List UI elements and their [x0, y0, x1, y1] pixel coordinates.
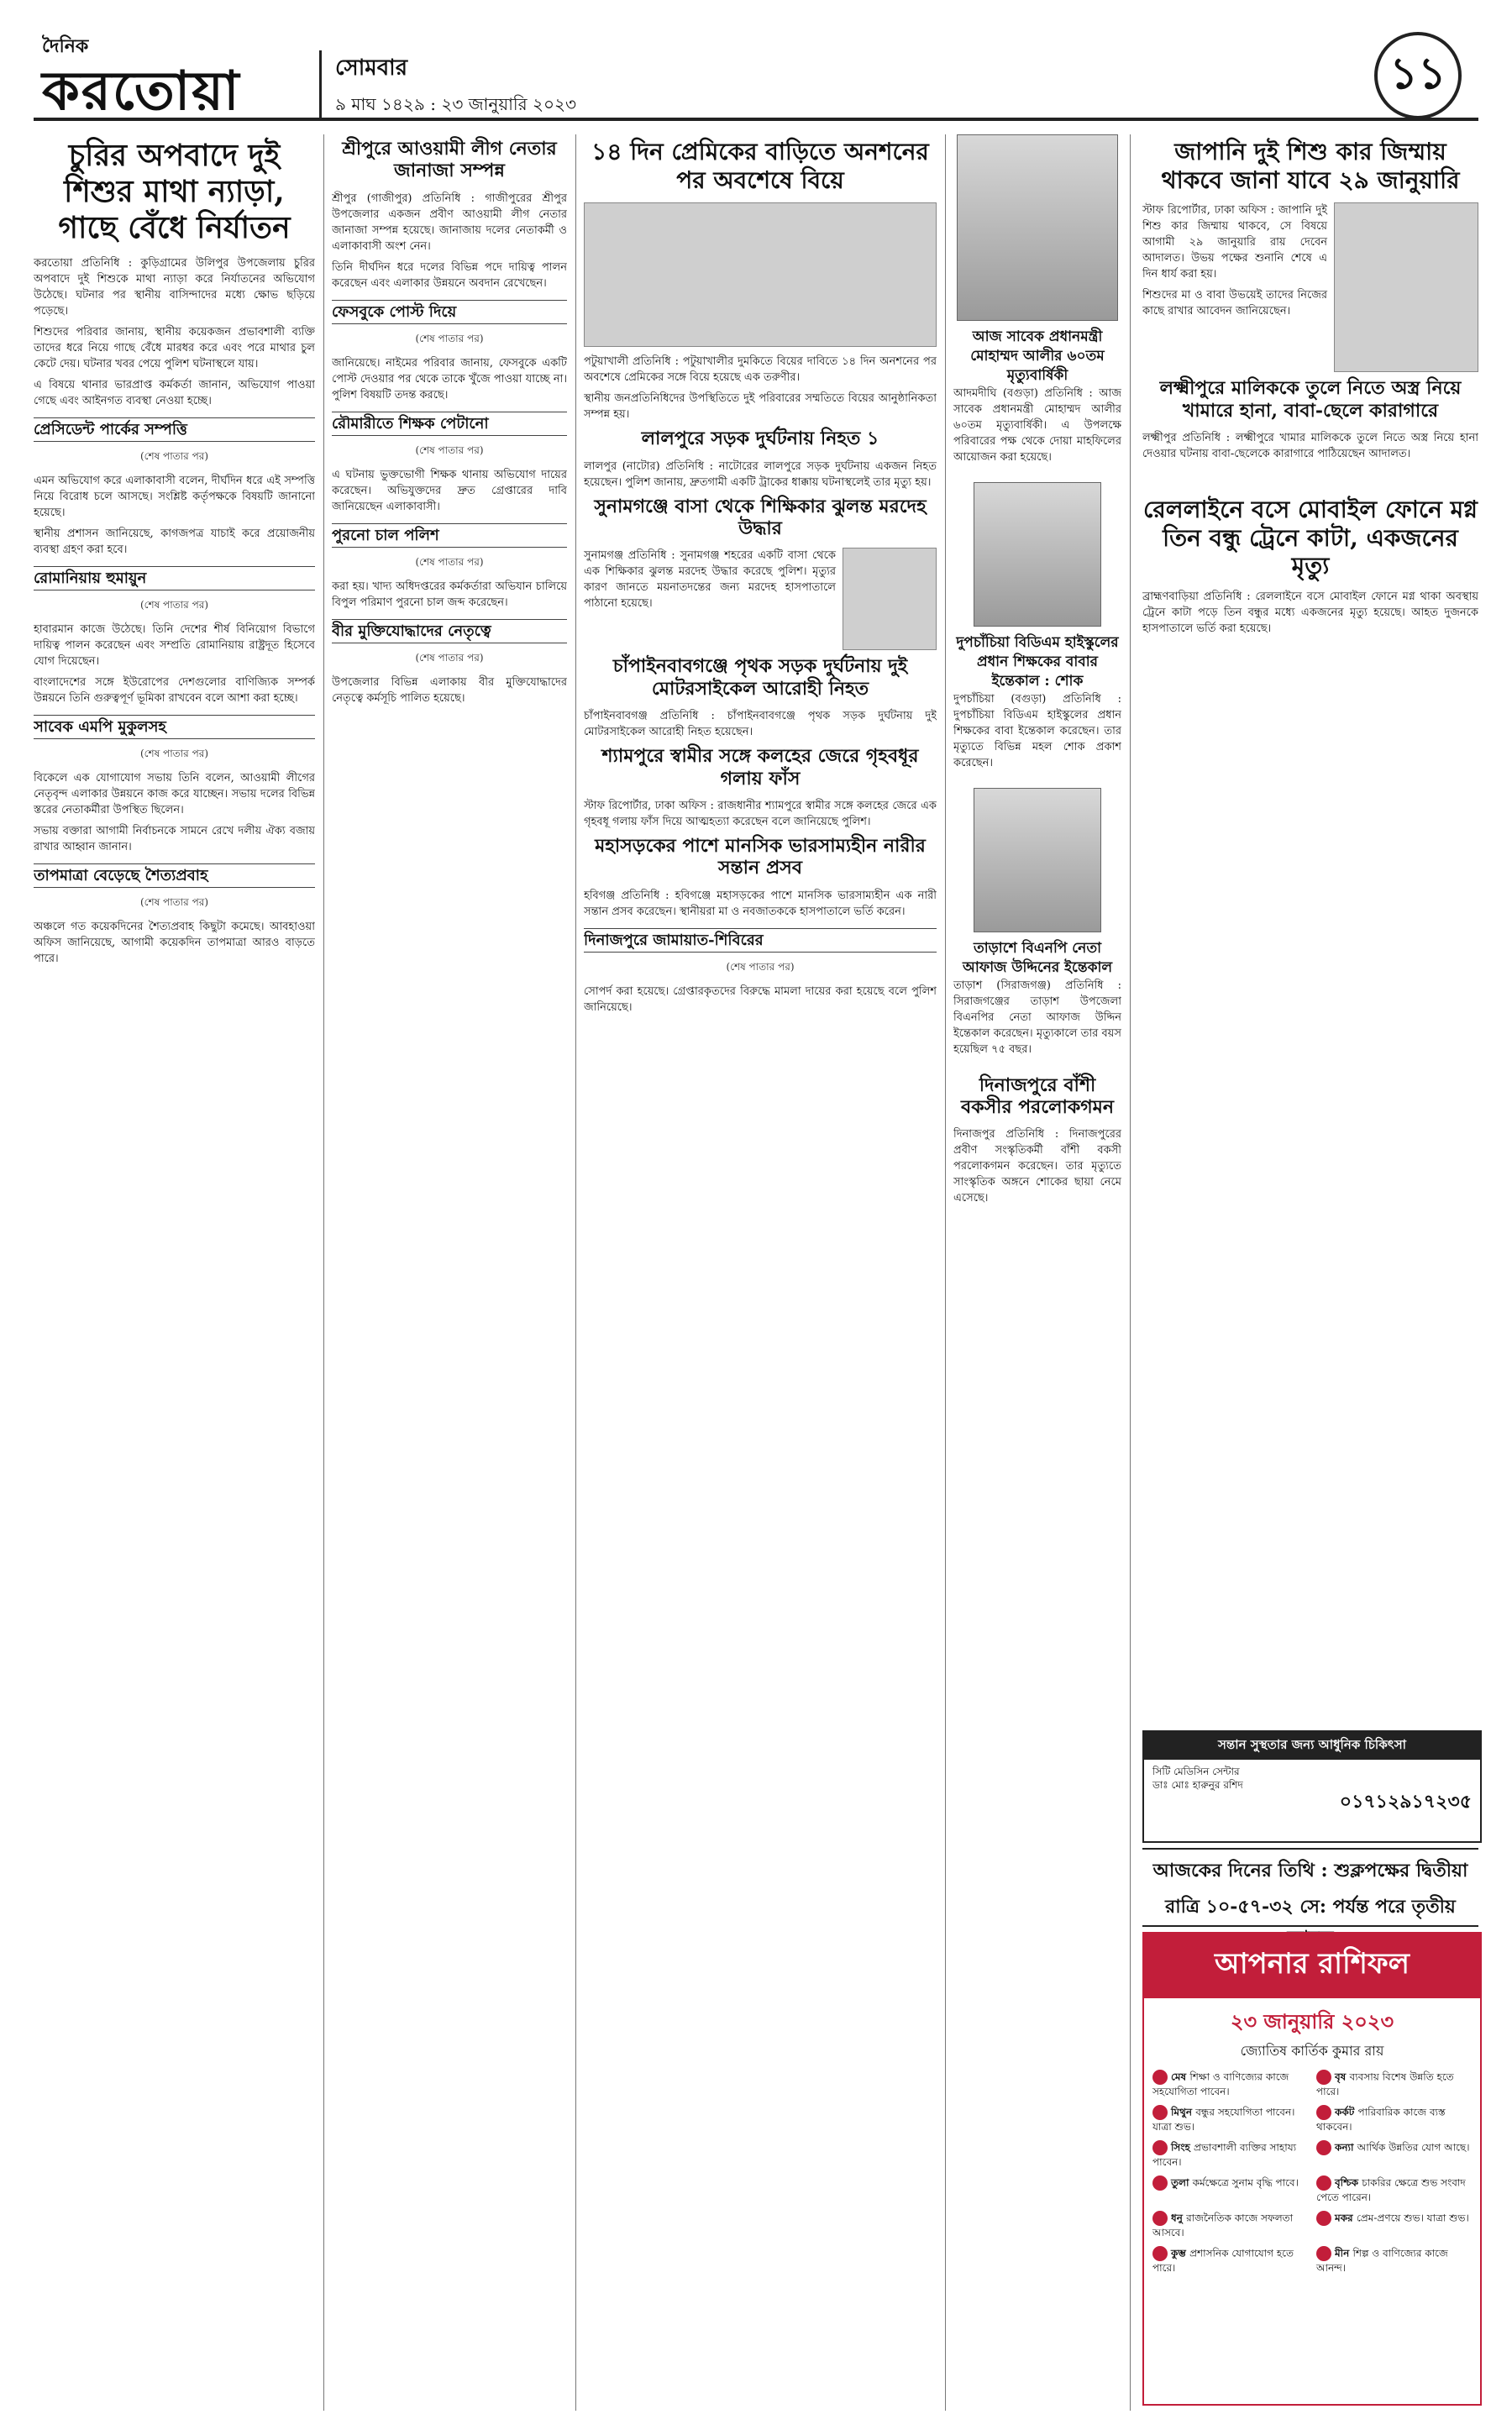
paragraph: বাংলাদেশের সঙ্গে ইউরোপের দেশগুলোর বাণিজ্যিক সম্পর্ক উন্নয়নে তিনি গুরুত্বপূর্ণ ভূমিকা রাখবেন বলে আশা করা হচ্ছে।	[34, 675, 315, 705]
paragraph: শিশুদের মা ও বাবা উভয়েই তাদের নিজের কাছে রাখার আবেদন জানিয়েছেন।	[1142, 289, 1327, 318]
horoscope-item	[1152, 2175, 1308, 2204]
column-divider	[945, 134, 946, 2411]
horoscope-item	[1152, 2140, 1308, 2169]
paragraph: স্থানীয় প্রশাসন জানিয়েছে, কাগজপত্র যাচাই করে প্রয়োজনীয় ব্যবস্থা গ্রহণ করা হবে।	[34, 527, 315, 556]
date-block	[319, 50, 576, 120]
paragraph: স্টাফ রিপোর্টার, ঢাকা অফিস : জাপানি দুই শিশু কার জিম্মায় থাকবে, সে বিষয়ে আগামী ২৯ জানুয়ারি রায় দেবেন আদালত। উভয় পক্ষের শুনানি শেষে এ দিন ধার্য করা হয়।	[1142, 204, 1327, 281]
obituary-portrait-3	[974, 788, 1101, 932]
zodiac-icon	[1152, 2140, 1168, 2155]
column-5	[1142, 134, 1478, 1714]
headline-lalpur-accident: লালপুরে সড়ক দুর্ঘটনায় নিহত ১	[641, 428, 879, 450]
zodiac-text: শিক্ষা ও বাণিজ্যের কাজে সহযোগিতা পাবেন।	[1152, 2070, 1289, 2097]
zodiac-text: চাকরির ক্ষেত্রে শুভ সংবাদ পেতে পারেন।	[1316, 2176, 1466, 2203]
zodiac-name: কর্কট	[1335, 2106, 1358, 2118]
headline-child-abuse: চুরির অপবাদে দুই শিশুর মাথা ন্যাড়া, গাছে বেঁধে নির্যাতন	[58, 138, 291, 246]
page-number: ১১	[1374, 32, 1462, 119]
paragraph: এমন অভিযোগ করে এলাকাবাসী বলেন, দীর্ঘদিন ধরে এই সম্পত্তি নিয়ে বিরোধ চলে আসছে। সংশ্লিষ্ট কর্তৃপক্ষকে বিষয়টি জানানো হয়েছে।	[34, 474, 315, 519]
paragraph: চাঁপাইনবাবগঞ্জ প্রতিনিধি : চাঁপাইনবাবগঞ্জে পৃথক সড়ক দুর্ঘটনায় দুই মোটরসাইকেল আরোহী নিহত হয়েছেন।	[584, 710, 937, 739]
paragraph: করতোয়া প্রতিনিধি : কুড়িগ্রামের উলিপুর উপজেলায় চুরির অপবাদে দুই শিশুকে মাথা ন্যাড়া করে নির্যাতনের অভিযোগ উঠেছে। ঘটনার পর স্থানীয় বাসিন্দাদের মধ্যে ক্ষোভ ছড়িয়ে পড়েছে।	[34, 256, 315, 318]
zodiac-name: সিংহ	[1171, 2141, 1194, 2154]
zodiac-name: মেষ	[1171, 2070, 1190, 2083]
paragraph: শিশুদের পরিবার জানায়, স্থানীয় কয়েকজন প্রভাবশালী ব্যক্তি তাদের ধরে নিয়ে গাছে বেঁধে মারধর করে এবং পরে মাথার চুল কেটে দেয়। ঘটনার খবর পেয়ে পুলিশ ঘটনাস্থলে যায়।	[34, 325, 315, 370]
horoscope-date: ২৩ জানুয়ারি ২০২৩	[1230, 2009, 1394, 2034]
zodiac-text: শিল্প ও বাণিজ্যের কাজে আনন্দ।	[1316, 2247, 1448, 2274]
zodiac-text: ব্যবসায় বিশেষ উন্নতি হতে পারে।	[1316, 2070, 1454, 2097]
headline-chapai-accident: চাঁপাইনবাবগঞ্জে পৃথক সড়ক দুর্ঘটনায় দুই মোটরসাইকেল আরোহী নিহত	[612, 655, 908, 700]
zodiac-icon	[1316, 2105, 1331, 2120]
paragraph: এ ঘটনায় ভুক্তভোগী শিক্ষক থানায় অভিযোগ দায়ের করেছেন। অভিযুক্তদের দ্রুত গ্রেপ্তারের দাবি জানিয়েছেন এলাকাবাসী।	[332, 468, 567, 513]
paragraph: শ্রীপুর (গাজীপুর) প্রতিনিধি : গাজীপুরের শ্রীপুর উপজেলার একজন প্রবীণ আওয়ামী লীগ নেতার জানাজা সম্পন্ন হয়েছে। জানাজায় দলের নেতাকর্মী ও এলাকাবাসী অংশ নেন।	[332, 192, 567, 253]
column-divider	[323, 134, 324, 2411]
column-4	[953, 134, 1121, 2411]
paragraph: জানিয়েছে। নাইমের পরিবার জানায়, ফেসবুকে একটি পোস্ট দেওয়ার পর থেকে তাকে খুঁজে পাওয়া যাচ্ছে না। পুলিশ বিষয়টি তদন্ত করছে।	[332, 356, 567, 402]
obituary-caption-1: আজ সাবেক প্রধানমন্ত্রী মোহাম্মদ আলীর ৬০তম মৃত্যুবার্ষিকী	[970, 328, 1105, 384]
column-2	[332, 134, 567, 2411]
zodiac-icon	[1316, 2211, 1331, 2226]
paragraph: অঞ্চলে গত কয়েকদিনের শৈত্যপ্রবাহ কিছুটা কমেছে। আবহাওয়া অফিস জানিয়েছে, আগামী কয়েকদিন তাপমাত্রা আরও বাড়তে পারে।	[34, 920, 315, 965]
zodiac-icon	[1316, 2070, 1331, 2085]
column-3	[584, 134, 937, 2411]
headline-dinajpur-obit: দিনাজপুরে বাঁশী বকসীর পরলোকগমন	[960, 1073, 1115, 1118]
continued-label: (শেষ পাতার পর)	[139, 747, 209, 759]
subhead-president-park: প্রেসিডেন্ট পার্কের সম্পত্তি	[34, 417, 315, 442]
subhead-old-rice: পুরনো চাল পলিশ	[332, 523, 567, 548]
continued-label: (শেষ পাতার পর)	[415, 651, 484, 664]
zodiac-text: প্রশাসনিক যোগাযোগ হতে পারে।	[1152, 2247, 1294, 2274]
obituary-portrait-1	[957, 134, 1118, 321]
subhead-former-mp: সাবেক এমপি মুকুলসহ	[34, 715, 315, 739]
obituary-caption-2: দুপচাঁচিয়া বিডিএম হাইস্কুলের প্রধান শিক্ষকের বাবার ইন্তেকাল : শোক	[956, 633, 1119, 690]
tithi-box	[1142, 1848, 1478, 1927]
paragraph: আদমদীঘি (বগুড়া) প্রতিনিধি : আজ সাবেক প্রধানমন্ত্রী মোহাম্মদ আলীর ৬০তম মৃত্যুবার্ষিকী। এ উপলক্ষে পরিবারের পক্ষ থেকে দোয়া মাহফিলের আয়োজন করা হয়েছে।	[953, 386, 1121, 464]
paragraph: ব্রাহ্মণবাড়িয়া প্রতিনিধি : রেললাইনে বসে মোবাইল ফোনে মগ্ন থাকা অবস্থায় ট্রেনে কাটা পড়ে তিন বন্ধুর মধ্যে একজনের মৃত্যু হয়েছে। আহত দুজনকে হাসপাতালে ভর্তি করা হয়েছে।	[1142, 590, 1478, 635]
paragraph: সুনামগঞ্জ প্রতিনিধি : সুনামগঞ্জ শহরের একটি বাসা থেকে এক শিক্ষিকার ঝুলন্ত মরদেহ উদ্ধার করেছে পুলিশ। মৃত্যুর কারণ জানতে ময়নাতদন্তের জন্য মরদেহ হাসপাতালে পাঠানো হয়েছে।	[584, 549, 836, 611]
zodiac-name: কুম্ভ	[1171, 2247, 1190, 2259]
zodiac-name: ধনু	[1171, 2212, 1187, 2224]
headline-railway: রেললাইনে বসে মোবাইল ফোনে মগ্ন তিন বন্ধু ট্রেনে কাটা, একজনের মৃত্যু	[1143, 495, 1478, 580]
couple-photo	[584, 202, 937, 347]
horoscope-item	[1316, 2175, 1472, 2204]
headline-lakshmipur: লক্ষ্মীপুরে মালিককে তুলে নিতে অস্ত্র নিয়ে খামারে হানা, বাবা-ছেলে কারাগারে	[1159, 377, 1462, 422]
paragraph: দিনাজপুর প্রতিনিধি : দিনাজপুরের প্রবীণ সংস্কৃতিকর্মী বাঁশী বকসী পরলোকগমন করেছেন। তার মৃত্যুতে সাংস্কৃতিক অঙ্গনে শোকের ছায়া নেমে এসেছে।	[953, 1128, 1121, 1205]
headline-hunger-strike: ১৪ দিন প্রেমিকের বাড়িতে অনশনের পর অবশেষে বিয়ে	[591, 138, 929, 194]
zodiac-name: মকর	[1335, 2212, 1357, 2224]
zodiac-text: প্রেম-প্রণয়ে শুভ। যাত্রা শুভ।	[1356, 2212, 1469, 2224]
horoscope-item	[1316, 2211, 1472, 2239]
zodiac-icon	[1152, 2246, 1168, 2261]
paragraph: তাড়াশ (সিরাজগঞ্জ) প্রতিনিধি : সিরাজগঞ্জের তাড়াশ উপজেলা বিএনপির নেতা আফাজ উদ্দিন ইন্তেকাল করেছেন। মৃত্যুকালে তার বয়স হয়েছিল ৭৫ বছর।	[953, 979, 1121, 1056]
subhead-teacher-beaten: রৌমারীতে শিক্ষক পেটানো	[332, 412, 567, 436]
paragraph: সভায় বক্তারা আগামী নির্বাচনকে সামনে রেখে দলীয় ঐক্য বজায় রাখার আহ্বান জানান।	[34, 824, 315, 853]
zodiac-icon	[1152, 2105, 1168, 2120]
horoscope-item	[1316, 2070, 1472, 2098]
column-divider	[1130, 134, 1131, 2411]
continued-label: (শেষ পাতার পর)	[139, 598, 209, 611]
ad-phone: ০১৭১২৯১৭২৩৫	[1339, 1791, 1472, 1813]
headline-sreepur: শ্রীপুরে আওয়ামী লীগ নেতার জানাজা সম্পন্ন	[342, 138, 557, 182]
zodiac-text: বন্ধুর সহযোগিতা পাবেন। যাত্রা শুভ।	[1152, 2106, 1295, 2133]
headline-shyampur: শ্যামপুরে স্বামীর সঙ্গে কলহের জেরে গৃহবধূর গলায় ফাঁস	[601, 745, 919, 790]
horoscope-item	[1152, 2105, 1308, 2133]
horoscope-item	[1316, 2140, 1472, 2169]
clinic-advertisement	[1142, 1730, 1482, 1843]
headline-highway-birth: মহাসড়কের পাশে মানসিক ভারসাম্যহীন নারীর সন্তান প্রসব	[595, 834, 926, 879]
zodiac-icon	[1316, 2246, 1331, 2261]
zodiac-text: রাজনৈতিক কাজে সফলতা আসবে।	[1152, 2212, 1294, 2238]
subhead-temperature: তাপমাত্রা বেড়েছে শৈত্যপ্রবাহ	[34, 863, 315, 888]
zodiac-icon	[1152, 2211, 1168, 2226]
logo: করতোয়া	[42, 60, 241, 123]
ad-doctor-name: ডাঃ মোঃ হারুনুর রশিদ	[1152, 1779, 1243, 1791]
column-divider	[575, 134, 576, 2411]
horoscope-title: আপনার রাশিফল	[1144, 1934, 1480, 1998]
headline-japanese-children: জাপানি দুই শিশু কার জিম্মায় থাকবে জানা যাবে ২৯ জানুয়ারি	[1161, 138, 1460, 194]
zodiac-name: বৃষ	[1335, 2070, 1350, 2083]
subhead-dinajpur-jamaat: দিনাজপুরে জামায়াত-শিবিরের	[584, 928, 937, 953]
paragraph: দুপচাঁচিয়া (বগুড়া) প্রতিনিধি : দুপচাঁচিয়া বিডিএম হাইস্কুলের প্রধান শিক্ষকের বাবা ইন্তেকাল করেছেন। তার মৃত্যুতে বিভিন্ন মহল শোক প্রকাশ করেছেন।	[953, 692, 1121, 769]
column-1	[34, 134, 315, 2411]
horoscope-item	[1316, 2246, 1472, 2275]
horoscope-item	[1152, 2246, 1308, 2275]
continued-label: (শেষ পাতার পর)	[415, 443, 484, 456]
teacher-photo	[843, 548, 937, 650]
ad-body	[1144, 1760, 1480, 1813]
zodiac-text: আর্থিক উন্নতির যোগ আছে।	[1357, 2141, 1470, 2154]
headline-sunamganj: সুনামগঞ্জে বাসা থেকে শিক্ষিকার ঝুলন্ত মরদেহ উদ্ধার	[594, 495, 927, 539]
zodiac-icon	[1316, 2140, 1331, 2155]
court-photo	[1334, 202, 1478, 372]
paragraph: পটুয়াখালী প্রতিনিধি : পটুয়াখালীর দুমকিতে বিয়ের দাবিতে ১৪ দিন অনশনের পর অবশেষে প্রেমিকের সঙ্গে বিয়ে হয়েছে এক তরুণীর।	[584, 355, 937, 385]
horoscope-author: জ্যোতিষ কার্তিক কুমার রায়	[1240, 2043, 1384, 2059]
ad-header: সন্তান সুস্থতার জন্য আধুনিক চিকিৎসা	[1144, 1732, 1480, 1760]
obituary-caption-3: তাড়াশে বিএনপি নেতা আফাজ উদ্দিনের ইন্তেকাল	[962, 939, 1113, 976]
paragraph: সোপর্দ করা হয়েছে। গ্রেপ্তারকৃতদের বিরুদ্ধে মামলা দায়ের করা হয়েছে বলে পুলিশ জানিয়েছে।	[584, 984, 937, 1014]
paragraph: হবিগঞ্জ প্রতিনিধি : হবিগঞ্জে মহাসড়কের পাশে মানসিক ভারসাম্যহীন এক নারী সন্তান প্রসব করেছেন। স্থানীয়রা মা ও নবজাতককে হাসপাতালে ভর্তি করেন।	[584, 889, 937, 918]
horoscope-item	[1152, 2070, 1308, 2098]
continued-label: (শেষ পাতার পর)	[415, 555, 484, 568]
day-label: সোমবার	[335, 55, 408, 81]
date-label: ৯ মাঘ ১৪২৯ : ২৩ জানুয়ারি ২০২৩	[335, 94, 577, 114]
paragraph: হাবারমান কাজে উঠেছে। তিনি দেশের শীর্ষ বিনিয়োগ বিভাগে দায়িত্ব পালন করেছেন এবং সম্প্রতি রোমানিয়ায় রাষ্ট্রদূত হিসেবে যোগ দিয়েছেন।	[34, 622, 315, 668]
zodiac-text: প্রভাবশালী ব্যক্তির সাহায্য পাবেন।	[1152, 2141, 1297, 2168]
horoscope-item	[1316, 2105, 1472, 2133]
obituary-portrait-2	[974, 482, 1101, 627]
masthead	[34, 17, 1478, 121]
paragraph: লালপুর (নাটোর) প্রতিনিধি : নাটোরের লালপুরে সড়ক দুর্ঘটনায় একজন নিহত হয়েছেন। পুলিশ জানায়, দ্রুতগামী একটি ট্রাকের ধাক্কায় ঘটনাস্থলেই তার মৃত্যু হয়।	[584, 459, 937, 489]
zodiac-text: কর্মক্ষেত্রে সুনাম বৃদ্ধি পাবে।	[1192, 2176, 1299, 2189]
paragraph: স্টাফ রিপোর্টার, ঢাকা অফিস : রাজধানীর শ্যামপুরে স্বামীর সঙ্গে কলহের জেরে এক গৃহবধূ গলায় ফাঁস দিয়ে আত্মহত্যা করেছেন বলে জানিয়েছে পুলিশ।	[584, 799, 937, 828]
zodiac-icon	[1152, 2175, 1168, 2191]
zodiac-name: বৃশ্চিক	[1335, 2176, 1362, 2189]
tithi-line-1: আজকের দিনের তিথি : শুক্লপক্ষের দ্বিতীয়া	[1152, 1860, 1468, 1882]
tithi-line-2: রাত্রি ১০-৫৭-৩২ সে: পর্যন্ত পরে তৃতীয়	[1165, 1896, 1456, 1918]
zodiac-icon	[1152, 2070, 1168, 2085]
zodiac-name: মিথুন	[1171, 2106, 1196, 2118]
continued-label: (শেষ পাতার পর)	[415, 332, 484, 344]
continued-label: (শেষ পাতার পর)	[726, 960, 795, 973]
zodiac-icon	[1316, 2175, 1331, 2191]
horoscope-box	[1142, 1932, 1482, 2406]
horoscope-item	[1152, 2211, 1308, 2239]
ad-clinic-name: সিটি মেডিসিন সেন্টার	[1152, 1766, 1240, 1777]
paragraph: উপজেলার বিভিন্ন এলাকায় বীর মুক্তিযোদ্ধাদের নেতৃত্বে কর্মসূচি পালিত হয়েছে।	[332, 675, 567, 705]
paragraph: তিনি দীর্ঘদিন ধরে দলের বিভিন্ন পদে দায়িত্ব পালন করেছেন এবং এলাকার উন্নয়নে অবদান রেখেছেন।	[332, 260, 567, 290]
zodiac-name: কন্যা	[1335, 2141, 1357, 2154]
paragraph: করা হয়। খাদ্য অধিদপ্তরের কর্মকর্তারা অভিযান চালিয়ে বিপুল পরিমাণ পুরনো চাল জব্দ করেছেন।	[332, 580, 567, 609]
subhead-romania: রোমানিয়ায় হুমায়ুন	[34, 566, 315, 590]
subhead-facebook-post: ফেসবুকে পোস্ট দিয়ে	[332, 300, 567, 324]
continued-label: (শেষ পাতার পর)	[139, 895, 209, 908]
paragraph: বিকেলে এক যোগাযোগ সভায় তিনি বলেন, আওয়ামী লীগের নেতৃবৃন্দ এলাকার উন্নয়নে কাজ করে যাচ্ছেন। সভায় দলের বিভিন্ন স্তরের নেতাকর্মীরা উপস্থিত ছিলেন।	[34, 771, 315, 816]
continued-label: (শেষ পাতার পর)	[139, 449, 209, 462]
subhead-freedom-fighters: বীর মুক্তিযোদ্ধাদের নেতৃত্বে	[332, 619, 567, 643]
zodiac-name: মীন	[1335, 2247, 1353, 2259]
zodiac-name: তুলা	[1171, 2176, 1193, 2189]
paragraph: স্থানীয় জনপ্রতিনিধিদের উপস্থিতিতে দুই পরিবারের সম্মতিতে বিয়ের আনুষ্ঠানিকতা সম্পন্ন হয়।	[584, 392, 937, 422]
paragraph: লক্ষ্মীপুর প্রতিনিধি : লক্ষ্মীপুরে খামার মালিককে তুলে নিতে অস্ত্র নিয়ে হানা দেওয়ার ঘটনায় বাবা-ছেলেকে কারাগারে পাঠিয়েছেন আদালত।	[1142, 431, 1478, 460]
logo-prefix: দৈনিক	[42, 35, 89, 57]
zodiac-text: পারিবারিক কাজে ব্যস্ত থাকবেন।	[1316, 2106, 1446, 2133]
horoscope-grid	[1144, 2070, 1480, 2275]
paragraph: এ বিষয়ে থানার ভারপ্রাপ্ত কর্মকর্তা জানান, অভিযোগ পাওয়া গেছে এবং আইনগত ব্যবস্থা নেওয়া হচ্ছে।	[34, 378, 315, 407]
